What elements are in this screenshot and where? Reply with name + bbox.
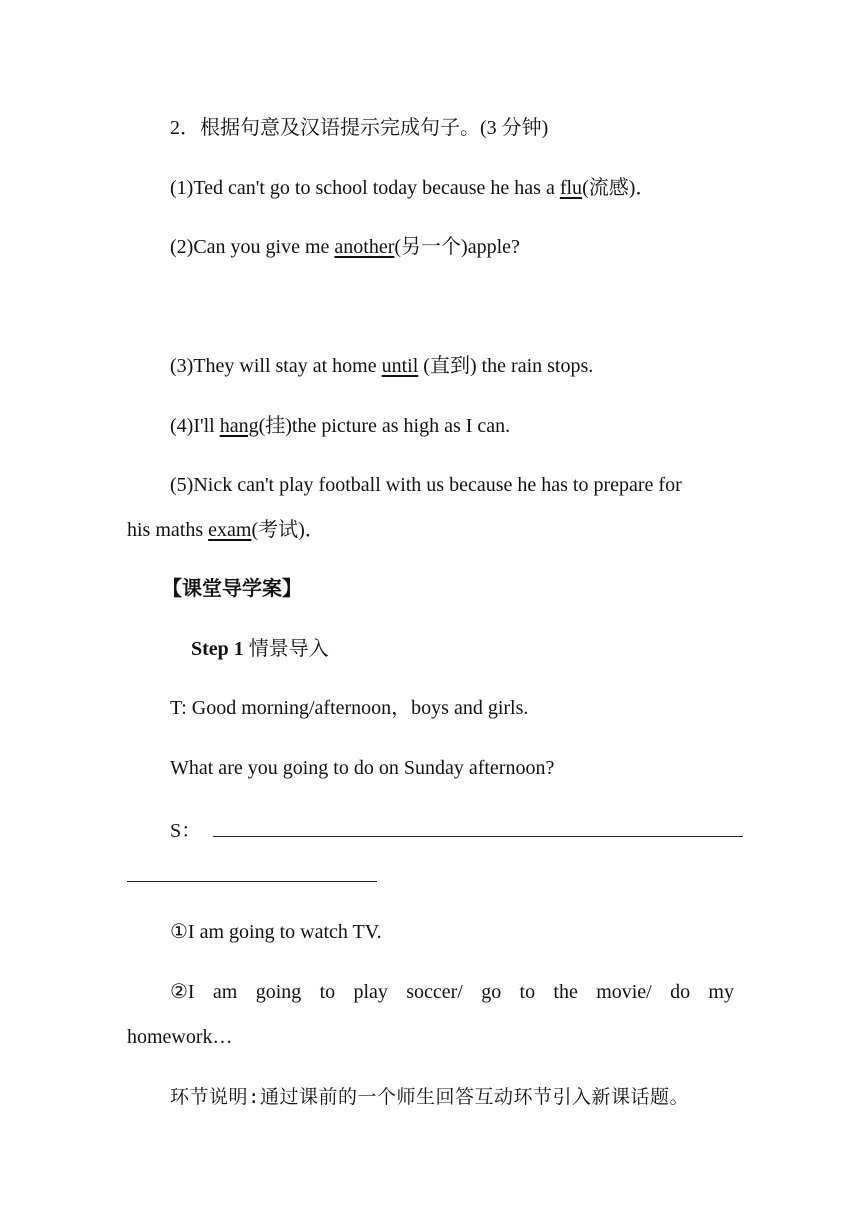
sentence-2-hint: (另一个)apple? bbox=[394, 236, 520, 258]
student-response-line bbox=[170, 816, 743, 843]
sentence-2-answer: another bbox=[334, 236, 395, 258]
student-answer-blank-cont bbox=[127, 861, 377, 888]
teacher-question: What are you going to do on Sunday afternoon? bbox=[170, 757, 555, 779]
sentence-3-text: (3)They will stay at home bbox=[170, 355, 382, 377]
sentence-2 bbox=[170, 235, 520, 259]
sentence-2-text: (2)Can you give me bbox=[170, 236, 335, 258]
sentence-3-answer: until bbox=[381, 355, 419, 377]
answer-2-word: go bbox=[481, 981, 502, 1003]
teacher-greeting: T: Good morning/afternoon，boys and girls. bbox=[170, 697, 529, 719]
answer-2-word: the bbox=[553, 981, 578, 1003]
sentence-5-answer: exam bbox=[208, 519, 252, 541]
student-label: S： bbox=[170, 820, 202, 842]
sentence-3-hint: (直到) the rain stops. bbox=[418, 355, 594, 377]
sentence-1-text: (1)Ted can't go to school today because he has a bbox=[170, 177, 560, 199]
answer-2-word: to bbox=[519, 981, 536, 1003]
answer-2-word: am bbox=[212, 981, 238, 1003]
section-note: 环节说明:通过课前的一个师生回答互动环节引入新课话题。 bbox=[170, 1086, 689, 1108]
student-answer-blank-2 bbox=[127, 861, 377, 882]
example-answer-1: ①I am going to watch TV. bbox=[170, 921, 382, 943]
sentence-5-text: his maths bbox=[127, 519, 209, 541]
classroom-guide-title: 【课堂导学案】 bbox=[162, 578, 302, 600]
sentence-4-answer: hang bbox=[219, 415, 259, 437]
sentence-1 bbox=[170, 176, 655, 200]
answer-2-word: movie/ bbox=[596, 981, 652, 1003]
sentence-3 bbox=[170, 354, 593, 378]
answer-2-word: soccer/ bbox=[406, 981, 463, 1003]
sentence-5-line-2 bbox=[127, 518, 325, 542]
example-answer-2-line-1 bbox=[170, 980, 734, 1004]
sentence-5-hint: (考试)． bbox=[251, 519, 325, 541]
answer-2-word: play bbox=[353, 981, 388, 1003]
sentence-4 bbox=[170, 414, 510, 438]
answer-2-word: ②I bbox=[170, 981, 195, 1003]
answer-2-word: my bbox=[708, 981, 734, 1003]
sentence-1-answer: flu bbox=[559, 177, 583, 199]
sentence-4-hint: (挂)the picture as high as I can. bbox=[258, 415, 511, 437]
sentence-1-hint: (流感)． bbox=[582, 177, 656, 199]
step-1-heading bbox=[191, 637, 329, 661]
step-1-title: 情景导入 bbox=[243, 638, 329, 660]
answer-2-word: going bbox=[255, 981, 302, 1003]
answer-2-word: do bbox=[670, 981, 691, 1003]
section-2-heading: 2．根据句意及汉语提示完成句子。(3 分钟) bbox=[170, 117, 549, 139]
sentence-4-text: (4)I'll bbox=[170, 415, 220, 437]
example-answer-2-line-2: homework… bbox=[127, 1026, 233, 1048]
sentence-5-line-1: (5)Nick can't play football with us because he has to prepare for bbox=[170, 474, 682, 496]
step-1-label: Step 1 bbox=[191, 638, 244, 660]
student-answer-blank bbox=[213, 816, 743, 837]
answer-2-word: to bbox=[319, 981, 336, 1003]
